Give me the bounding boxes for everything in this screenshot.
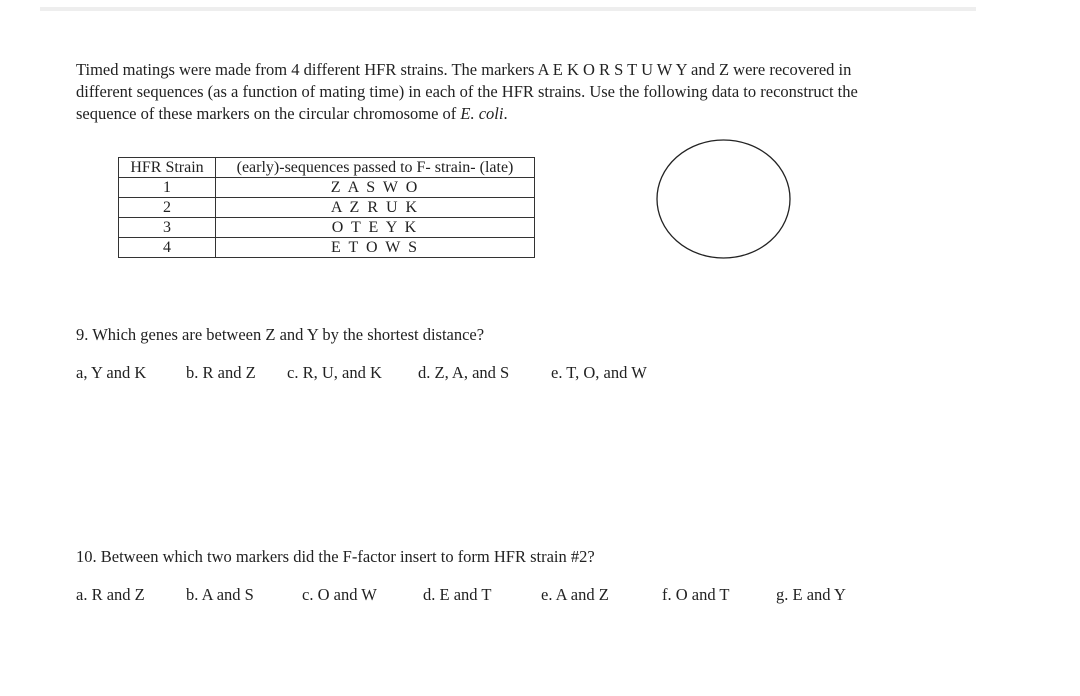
- q9-option-e: e. T, O, and W: [551, 363, 647, 382]
- table-row: [119, 198, 535, 218]
- sequence-cell: O T E Y K: [216, 218, 535, 238]
- q10-option-b: b. A and S: [186, 585, 254, 604]
- table-header-row: [119, 158, 535, 178]
- intro-end: .: [503, 104, 508, 123]
- hfr-table: [118, 157, 535, 258]
- strain-cell: 1: [119, 178, 216, 198]
- q9-option-d: d. Z, A, and S: [418, 363, 510, 382]
- species-name: E. coli: [460, 104, 504, 123]
- sequence-cell: Z A S W O: [216, 178, 535, 198]
- intro-paragraph: [76, 59, 876, 125]
- q10-option-g: g. E and Y: [776, 585, 846, 604]
- q10-option-a: a. R and Z: [76, 585, 145, 604]
- table-row: [119, 238, 535, 258]
- question-10: 10. Between which two markers did the F-factor insert to form HFR strain #2?: [76, 547, 595, 566]
- intro-text: Timed matings were made from 4 different HFR strains. The markers A E K O R S T U W Y and Z were recovered in different sequences (as a function of mating time) in each of the HFR strains. Use the following data to reconstruct the sequence of these markers on the circular chromosome of: [76, 60, 858, 123]
- strain-cell: 4: [119, 238, 216, 258]
- q9-option-c: c. R, U, and K: [287, 363, 382, 382]
- q10-option-f: f. O and T: [662, 585, 730, 604]
- strain-cell: 2: [119, 198, 216, 218]
- chromosome-circle: [656, 139, 791, 259]
- q9-option-b: b. R and Z: [186, 363, 256, 382]
- table-row: [119, 178, 535, 198]
- sequence-cell: A Z R U K: [216, 198, 535, 218]
- question-9: 9. Which genes are between Z and Y by the shortest distance?: [76, 325, 485, 344]
- sequence-cell: E T O W S: [216, 238, 535, 258]
- strain-cell: 3: [119, 218, 216, 238]
- q10-option-d: d. E and T: [423, 585, 492, 604]
- top-divider: [40, 7, 976, 11]
- header-strain: HFR Strain: [119, 158, 216, 178]
- header-sequence: (early)-sequences passed to F- strain- (late): [216, 158, 535, 178]
- table-row: [119, 218, 535, 238]
- q10-option-e: e. A and Z: [541, 585, 609, 604]
- q10-option-c: c. O and W: [302, 585, 377, 604]
- q9-option-a: a, Y and K: [76, 363, 147, 382]
